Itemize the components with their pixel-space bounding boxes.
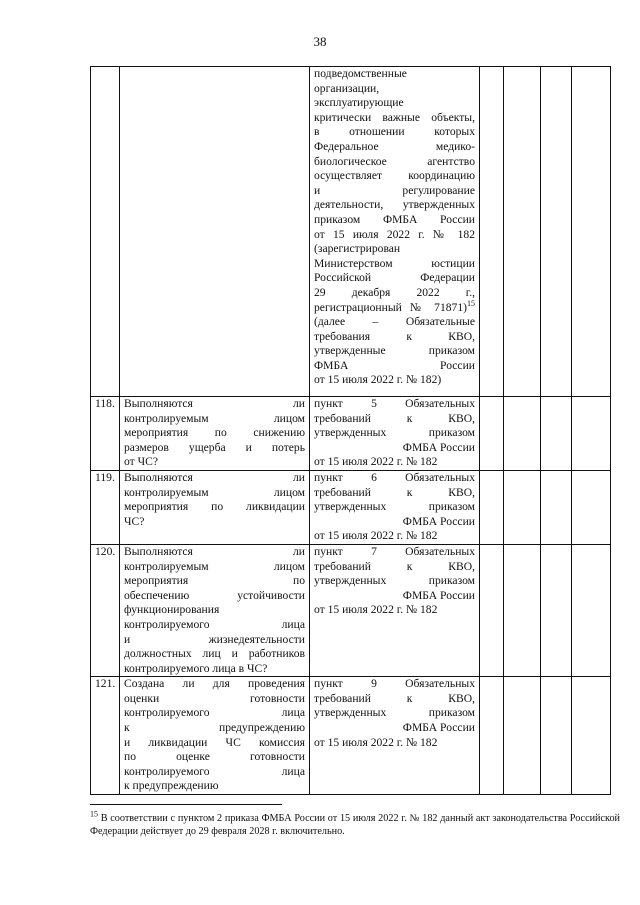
question-cell xyxy=(120,677,310,795)
answer-na-cell xyxy=(541,544,572,676)
text-line: пункт 9 Обязательных xyxy=(314,677,475,691)
footnote-marker: 15 xyxy=(90,809,98,819)
row-number-cell: 118. xyxy=(91,397,120,471)
text-line: от ЧС? xyxy=(124,455,159,469)
reference-cell xyxy=(310,67,480,397)
footnote xyxy=(90,809,620,838)
text-line: Федеральное медико- xyxy=(314,139,475,153)
row-number-cell: 120. xyxy=(91,544,120,676)
text-line: от 15 июля 2022 г. № 182 xyxy=(314,603,438,617)
text-line: от 15 июля 2022 г. № 182 xyxy=(314,455,438,469)
answer-no-cell xyxy=(504,470,541,544)
text-line: мероприятия по ликвидации xyxy=(124,500,305,514)
text-line: контролируемого лица xyxy=(124,706,305,720)
text-line: утвержденных приказом xyxy=(314,426,475,440)
text-line: организации, xyxy=(314,81,380,95)
text-line: (далее – Обязательные xyxy=(314,315,475,329)
text-line: ФМБА России xyxy=(402,514,475,528)
text-line: к предупреждению xyxy=(124,779,219,793)
text-line: от 15 июля 2022 г. № 182) xyxy=(314,373,442,387)
question-cell xyxy=(120,544,310,676)
question-cell xyxy=(120,67,310,397)
question-cell xyxy=(120,470,310,544)
text-line: ЧС? xyxy=(124,514,145,528)
text-line: приказом ФМБА России xyxy=(314,212,475,226)
answer-na-cell xyxy=(541,397,572,471)
text-line: требований к КВО, xyxy=(314,485,475,499)
text-line: к предупреждению xyxy=(124,721,305,735)
text-line: функционирования xyxy=(124,603,220,617)
text-line: критически важные объекты, xyxy=(314,110,475,124)
text-line: регистрационный № 71871)$^{15}$ xyxy=(314,298,475,314)
text-line: от 15 июля 2022 г. № 182 xyxy=(314,227,475,241)
footnote-text: В соответствии с пунктом 2 приказа ФМБА России от 15 июля 2022 г. № 182 данный акт законодательства Российской Федерации действует до 29 февраля 2028 г. включительно. xyxy=(90,813,620,837)
text-line: от 15 июля 2022 г. № 182 xyxy=(314,735,438,749)
text-line: ФМБА России xyxy=(402,588,475,602)
checklist-table xyxy=(90,66,611,795)
text-line: 29 декабря 2022 г., xyxy=(314,285,475,299)
text-line: (зарегистрирован xyxy=(314,242,401,256)
text-line: и регулирование xyxy=(314,183,475,197)
text-line: контролируемого лица xyxy=(124,764,305,778)
answer-no-cell xyxy=(504,397,541,471)
text-line: утвержденных приказом xyxy=(314,500,475,514)
row-number-cell xyxy=(91,67,120,397)
text-line: Выполняются ли xyxy=(124,397,305,410)
table-row xyxy=(91,397,611,471)
answer-na-cell xyxy=(541,67,572,397)
reference-cell xyxy=(310,544,480,676)
answer-yes-cell xyxy=(480,397,504,471)
text-line: пункт 6 Обязательных xyxy=(314,470,475,484)
text-line: требования к КВО, xyxy=(314,329,475,343)
text-line: подведомственные xyxy=(314,67,407,80)
text-line: осуществляет координацию xyxy=(314,169,475,183)
question-cell xyxy=(120,397,310,471)
reference-cell xyxy=(310,677,480,795)
answer-na-cell xyxy=(541,677,572,795)
text-line: утвержденных приказом xyxy=(314,706,475,720)
text-line: пункт 7 Обязательных xyxy=(314,544,475,558)
text-line: ФМБА России xyxy=(402,440,475,454)
text-line: пункт 5 Обязательных xyxy=(314,397,475,410)
note-cell xyxy=(572,677,611,795)
text-line: оценки готовности xyxy=(124,691,305,705)
text-line: эксплуатирующие xyxy=(314,96,404,110)
text-line: Выполняются ли xyxy=(124,544,305,558)
page-number: 38 xyxy=(313,34,327,49)
text-line: от 15 июля 2022 г. № 182 xyxy=(314,529,438,543)
text-line: обеспечению устойчивости xyxy=(124,588,305,602)
table-row xyxy=(91,677,611,795)
text-line: мероприятия по снижению xyxy=(124,426,305,440)
text-line: биологическое агентство xyxy=(314,154,475,168)
answer-no-cell xyxy=(504,67,541,397)
text-line: утвержденных приказом xyxy=(314,574,475,588)
note-cell xyxy=(572,397,611,471)
note-cell xyxy=(572,544,611,676)
reference-cell xyxy=(310,470,480,544)
answer-no-cell xyxy=(504,544,541,676)
text-line: требований к КВО, xyxy=(314,559,475,573)
answer-no-cell xyxy=(504,677,541,795)
reference-cell xyxy=(310,397,480,471)
text-line: утвержденные приказом xyxy=(314,344,475,358)
answer-yes-cell xyxy=(480,544,504,676)
table-row xyxy=(91,544,611,676)
text-line: контролируемого лица в ЧС? xyxy=(124,661,268,675)
text-line: ФМБА России xyxy=(402,721,475,735)
row-number-cell: 121. xyxy=(91,677,120,795)
text-line: контролируемым лицом xyxy=(124,559,305,573)
answer-yes-cell xyxy=(480,470,504,544)
text-line: Российской Федерации xyxy=(314,271,475,285)
answer-na-cell xyxy=(541,470,572,544)
text-line: контролируемым лицом xyxy=(124,411,305,425)
text-line: ФМБА России xyxy=(314,358,475,372)
answer-yes-cell xyxy=(480,677,504,795)
text-line: должностных лиц и работников xyxy=(124,647,305,661)
text-line: и ликвидации ЧС комиссия xyxy=(124,735,305,749)
text-line: Министерством юстиции xyxy=(314,256,475,270)
text-line: по оценке готовности xyxy=(124,750,305,764)
table-row xyxy=(91,67,611,397)
text-line: размеров ущерба и потерь xyxy=(124,440,305,454)
row-number-cell: 119. xyxy=(91,470,120,544)
note-cell xyxy=(572,67,611,397)
answer-yes-cell xyxy=(480,67,504,397)
text-line: деятельности, утвержденных xyxy=(314,198,475,212)
text-line: и жизнедеятельности xyxy=(124,632,305,646)
text-line: Создана ли для проведения xyxy=(124,677,305,691)
table-row xyxy=(91,470,611,544)
footnote-divider xyxy=(90,804,282,805)
text-line: контролируемого лица xyxy=(124,617,305,631)
text-line: Выполняются ли xyxy=(124,470,305,484)
text-line: контролируемым лицом xyxy=(124,485,305,499)
footnote-reference: 15 xyxy=(467,298,475,308)
text-line: требований к КВО, xyxy=(314,411,475,425)
text-line: мероприятия по xyxy=(124,574,305,588)
text-line: требований к КВО, xyxy=(314,691,475,705)
note-cell xyxy=(572,470,611,544)
text-line: в отношении которых xyxy=(314,125,475,139)
